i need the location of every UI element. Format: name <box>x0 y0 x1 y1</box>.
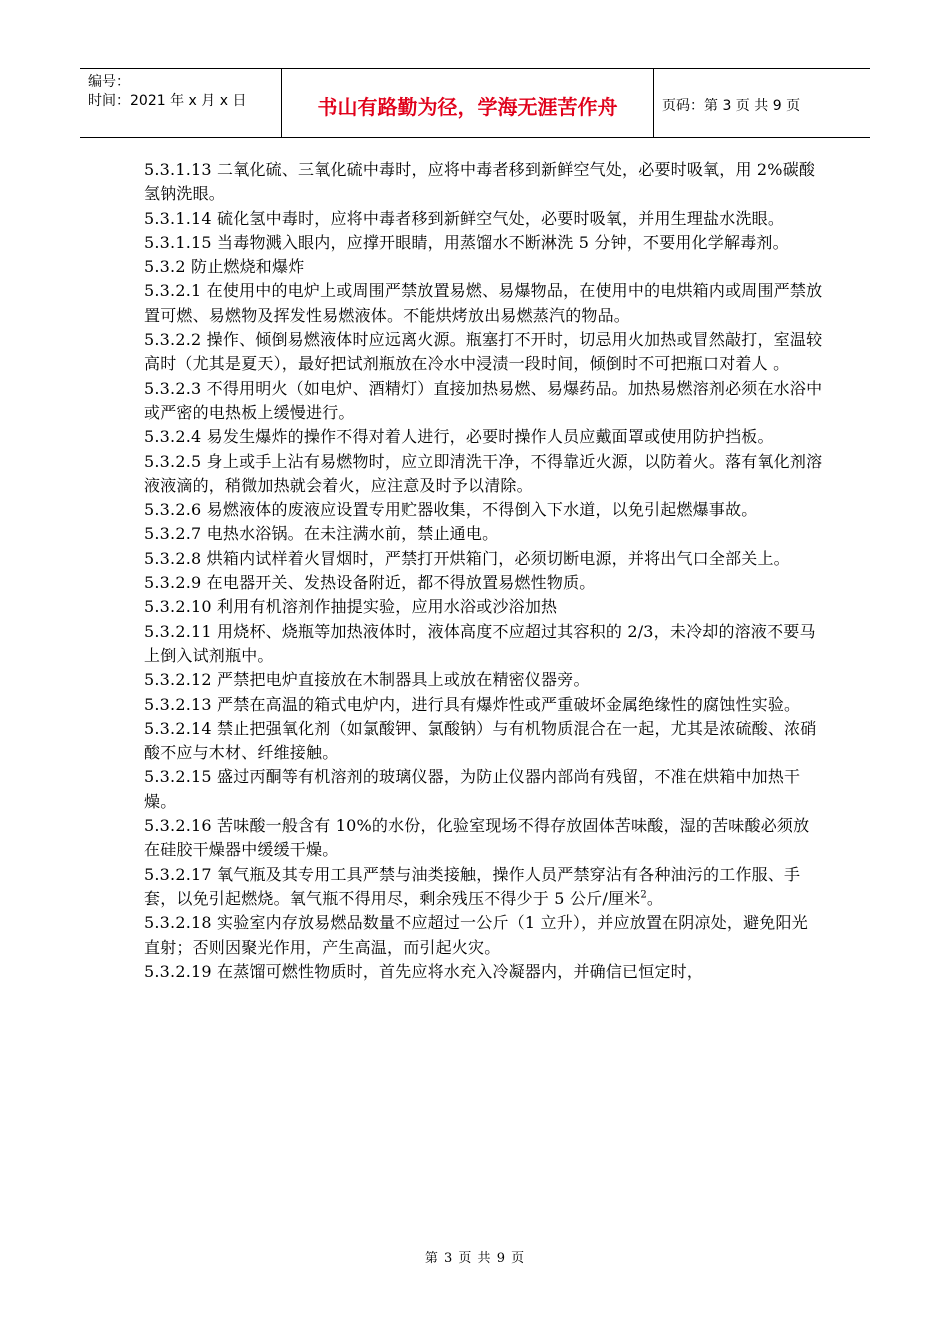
paragraph: 5.3.2.13 严禁在高温的箱式电炉内，进行具有爆炸性或严重破坏金属绝缘性的腐蚀性实验。 <box>144 694 801 714</box>
paragraph: 5.3.2.12 严禁把电炉直接放在木制器具上或放在精密仪器旁。 <box>144 670 590 690</box>
document-body <box>144 158 824 984</box>
paragraph: 5.3.2.18 实验室内存放易燃品数量不应超过一公斤（1 立升），并应放置在阴凉处，避免阳光直射；否则因聚光作用，产生高温，而引起火灾。 <box>144 913 808 957</box>
paragraph: 5.3.1.14 硫化氢中毒时，应将中毒者移到新鲜空气处，必要时吸氧，并用生理盐水洗眼。 <box>144 208 785 228</box>
paragraph: 5.3.2.4 易发生爆炸的操作不得对着人进行，必要时操作人员应戴面罩或使用防护挡板。 <box>144 427 774 447</box>
page-footer: 第 3 页 共 9 页 <box>424 1251 526 1266</box>
paragraph-text: 5.3.2.17 氧气瓶及其专用工具严禁与油类接触，操作人员严禁穿沾有各种油污的工作服、手套，以免引起燃烧。氧气瓶不得用尽，剩余残压不得少于 5 公斤/厘米 <box>144 864 801 908</box>
paragraph: 5.3.2.3 不得用明火（如电炉、酒精灯）直接加热易燃、易爆药品。加热易燃溶剂必须在水浴中或严密的电热板上缓慢进行。 <box>144 378 823 422</box>
section-heading: 5.3.2 防止燃烧和爆炸 <box>144 257 305 277</box>
paragraph: 5.3.2.14 禁止把强氧化剂（如氯酸钾、氯酸钠）与有机物质混合在一起，尤其是浓硫酸、浓硝酸不应与木材、纤维接触。 <box>144 718 817 763</box>
paragraph: 5.3.2.11 用烧杯、烧瓶等加热液体时，液体高度不应超过其容积的 2/3，未冷却的溶液不要马上倒入试剂瓶中。 <box>144 621 816 665</box>
paragraph: 5.3.2.15 盛过丙酮等有机溶剂的玻璃仪器，为防止仪器内部尚有残留，不准在烘箱中加热干燥。 <box>144 767 801 811</box>
paragraph: 5.3.2.6 易燃液体的废液应设置专用贮器收集，不得倒入下水道，以免引起燃爆事故。 <box>144 500 758 520</box>
paragraph: 5.3.2.7 电热水浴锅。在未注满水前，禁止通电。 <box>144 524 499 544</box>
page-header <box>80 68 870 138</box>
paragraph: 5.3.2.9 在电器开关、发热设备附近，都不得放置易燃性物质。 <box>144 573 596 593</box>
paragraph <box>144 863 824 912</box>
paragraph: 5.3.2.2 操作、倾倒易燃液体时应远离火源。瓶塞打不开时，切忌用火加热或冒然敲打，室温较高时（尤其是夏天），最好把试剂瓶放在冷水中浸渍一段时间，倾倒时不可把瓶口对着人 。 <box>144 330 823 374</box>
paragraph: 5.3.2.16 苦味酸一般含有 10%的水份，化验室现场不得存放固体苦味酸，湿的苦味酸必须放在硅胶干燥器中缓缓干燥。 <box>144 816 810 860</box>
header-meta <box>80 69 282 137</box>
paragraph: 5.3.2.8 烘箱内试样着火冒烟时，严禁打开烘箱门，必须切断电源，并将出气口全部关上。 <box>144 548 790 568</box>
document-number: 编号： <box>88 74 130 90</box>
paragraph: 5.3.2.19 在蒸馏可燃性物质时，首先应将水充入冷凝器内，并确信已恒定时， <box>144 961 704 981</box>
paragraph: 5.3.1.13 二氧化硫、三氧化硫中毒时，应将中毒者移到新鲜空气处，必要时吸氧，用 2%碳酸氢钠洗眼。 <box>144 160 816 204</box>
paragraph: 5.3.2.10 利用有机溶剂作抽提实验，应用水浴或沙浴加热 <box>144 597 558 617</box>
superscript: 2 <box>640 889 647 901</box>
paragraph: 5.3.2.1 在使用中的电炉上或周围严禁放置易燃、易爆物品，在使用中的电烘箱内或周围严禁放置可燃、易燃物及挥发性易燃液体。不能烘烤放出易燃蒸汽的物品。 <box>144 281 823 325</box>
header-page-number: 页码：第 3 页 共 9 页 <box>662 98 801 114</box>
paragraph: 5.3.1.15 当毒物溅入眼内，应撑开眼睛，用蒸馏水不断淋洗 5 分钟，不要用化学解毒剂。 <box>144 232 789 252</box>
paragraph-end: 。 <box>646 888 664 908</box>
paragraph: 5.3.2.5 身上或手上沾有易燃物时，应立即清洗干净，不得靠近火源，以防着火。落有氧化剂溶液液滴的，稍微加热就会着火，应注意及时予以清除。 <box>144 451 823 495</box>
header-motto: 书山有路勤为径，学海无涯苦作舟 <box>282 69 654 137</box>
document-date: 时间：2021 年 x 月 x 日 <box>88 93 247 109</box>
